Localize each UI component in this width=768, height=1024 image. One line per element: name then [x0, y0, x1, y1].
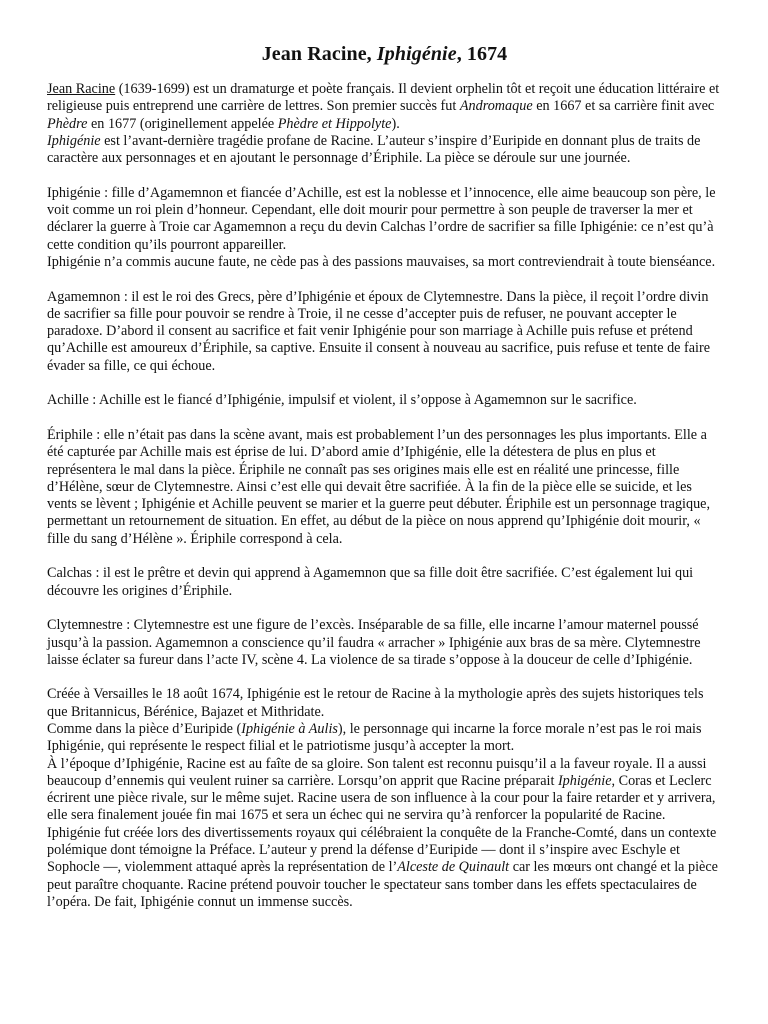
intro-paragraph: Jean Racine (1639-1699) est un dramaturge et poète français. Il devient orphelin tôt et reçoit une éducation littéraire et religieuse puis entreprend une carrière de lettres. Son premier succès fut Andromaque en 1667 et sa carrière finit avec Phèdre en 1677 (originellement appelée Phèdre et Hippolyte). — [47, 81, 720, 132]
page-title: Jean Racine, Iphigénie, 1674 — [261, 43, 508, 65]
history-paragraph-2: Comme dans la pièce d’Euripide (Iphigénie à Aulis), le personnage qui incarne la force morale n’est pas le roi mais Iphigénie, qui représente le respect filial et le patriotisme jusqu’à accepter la mort. — [47, 720, 702, 755]
iphigenie-section — [47, 185, 722, 271]
history-section — [47, 686, 722, 911]
history-paragraph-3: À l’époque d’Iphigénie, Racine est au faîte de sa gloire. Son talent est reconnu puisqu’il a la faveur royale. Il a aussi beaucoup d’ennemis qui veulent ruiner sa carrière. Lorsqu’on apprit que Racine préparait Iphigénie, Coras et Leclerc écrirent une pièce rivale, sur le même sujet. Racine usera de son influence à la cour pour la faire retarder et y arrivera, elle sera finalement jouée fin mai 1675 et sera un échec qui ne servira qu’à renforcer la popularité de Racine. — [47, 755, 716, 824]
clytemnestre-paragraph: Clytemnestre : Clytemnestre est une figure de l’excès. Inséparable de sa fille, elle incarne l’amour maternel poussé jusqu’à la passion. Agamemnon a conscience qu’il faudra « arracher » Iphigénie aux bras de sa mère. Clytemnestre laisse éclater sa fureur dans l’acte IV, scène 4. La violence de sa tirade s’oppose à la douceur de celle d’Iphigénie. — [47, 617, 701, 668]
intro-section — [47, 81, 722, 167]
iphigenie-paragraph: Iphigénie : fille d’Agamemnon et fiancée d’Achille, est est la noblesse et l’innocence, elle aime beaucoup son père, le voit comme un roi plein d’honneur. Cependant, elle doit mourir pour permettre à son peuple de traverser la mer et déclarer la guerre à Troie car Agamemnon a reçu du devin Calchas l’ordre de sacrifier sa fille Iphigénie: ce n’est qu’à cette condition qu’ils pourront appareiller. — [47, 184, 716, 253]
history-paragraph-1: Créée à Versailles le 18 août 1674, Iphigénie est le retour de Racine à la mythologie après des sujets historiques tels que Britannicus, Bérénice, Bajazet et Mithridate. — [47, 686, 704, 720]
history-paragraph-4: Iphigénie fut créée lors des divertissements royaux qui célébraient la conquête de la Franche-Comté, dans un contexte polémique dont témoigne la Préface. L’auteur y prend la défense d’Euripide — dont il s’inspire avec Eschyle et Sophocle —, violemment attaqué après la représentation de l’Alceste de Quinault car les mœurs ont changé et la pièce peut paraître choquante. Racine prétend pouvoir toucher le spectateur sans tomber dans les effets spectaculaires de l’opéra. De fait, Iphigénie connut un immense succès. — [47, 824, 718, 910]
achille-paragraph: Achille : Achille est le fiancé d’Iphigénie, impulsif et violent, il s’oppose à Agamemnon sur le sacrifice. — [47, 392, 637, 409]
agamemnon-paragraph: Agamemnon : il est le roi des Grecs, père d’Iphigénie et époux de Clytemnestre. Dans la pièce, il reçoit l’ordre divin de sacrifier sa fille pour pouvoir se rendre à Troie, il ne cesse d’accepter puis de refuser, ne pouvant accepter le paradoxe. D’abord il consent au sacrifice et fait venir Iphigénie pour son marriage à Achille puis refuse et prétend qu’Achille est amoureux d’Ériphile, sa captive. Ensuite il consent à nouveau au sacrifice, puis refuse et tente de faire évader sa fille, ce qui échoue. — [47, 288, 711, 374]
author-link[interactable]: Jean Racine — [47, 81, 116, 97]
iphigenie-paragraph-2: Iphigénie n’a commis aucune faute, ne cède pas à des passions mauvaises, sa mort contreviendrait à toute bienséance. — [47, 253, 716, 270]
eriphile-paragraph: Ériphile : elle n’était pas dans la scène avant, mais est probablement l’un des personnages les plus importants. Elle a été capturée par Achille mais est éprise de lui. D’abord amie d’Iphigénie, elle la détestera de plus en plus et représentera le mal dans la pièce. Ériphile ne connaît pas ses origines mais elle est en réalité une princesse, fille d’Hélène, sœur de Clytemnestre. Ainsi c’est elle qui devait être sacrifiée. À la fin de la pièce elle se suicide, et les vents se lèvent ; Iphigénie et Achille peuvent se marier et la guerre peut débuter. Ériphile est un personnage tragique, permettant un retournement de situation. En effet, au début de la pièce on nous apprend qu’Iphigénie doit mourir, « fille du sang d’Hélène ». Ériphile correspond à cela. — [47, 426, 711, 547]
calchas-paragraph: Calchas : il est le prêtre et devin qui apprend à Agamemnon que sa fille doit être sacrifiée. C’est également lui qui découvre les origines d’Ériphile. — [47, 565, 694, 599]
intro-paragraph-2: Iphigénie est l’avant-dernière tragédie profane de Racine. L’auteur s’inspire d’Euripide en donnant plus de traits de caractère aux personnages et en ajoutant le personnage d’Ériphile. La pièce se déroule sur une journée. — [47, 132, 701, 167]
